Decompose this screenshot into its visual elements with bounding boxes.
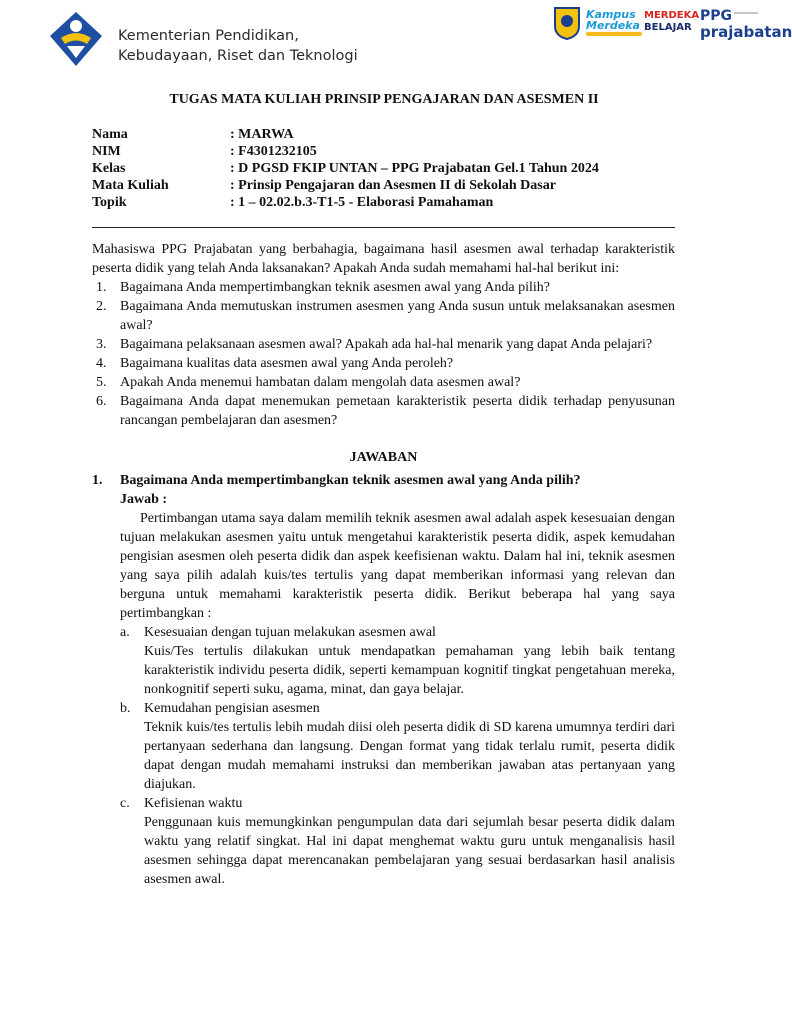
question-list [92, 278, 675, 430]
info-row-mata-kuliah: Mata Kuliah : Prinsip Pengajaran dan Asesmen II di Sekolah Dasar [92, 178, 556, 193]
document-title: TUGAS MATA KULIAH PRINSIP PENGAJARAN DAN ASESMEN II [169, 92, 599, 107]
merdeka-belajar-logo: MERDEKA BELAJAR [644, 10, 700, 33]
point-c-title: c. Kefisienan waktu [120, 796, 243, 811]
program-logos [548, 6, 792, 42]
answer-paragraph: Pertimbangan utama saya dalam memilih teknik asesmen awal adalah aspek kesesuaian dengan tujuan melakukan asesmen yaitu untuk mengetahui karakteristik peserta didik, aspek kemudahan pengisian asesmen oleh peserta didik dan aspek keefisienan waktu. Dalam hal ini, teknik asesmen yang saya pilih adalah kuis/tes tertulis yang dapat memberikan informasi yang relevan dan berguna untuk memahami karakteristik peserta didik. Berikut beberapa hal yang saya pertimbangkan : [120, 511, 675, 621]
list-item: 4. Bagaimana kualitas data asesmen awal yang Anda peroleh? [96, 356, 454, 371]
section-divider [92, 227, 675, 228]
ppg-prajabatan-logo: PPG prajabatan [700, 8, 792, 41]
list-item: 1. Bagaimana Anda mempertimbangkan teknik asesmen awal yang Anda pilih? [96, 280, 550, 295]
point-a-text: Kuis/Tes tertulis dilakukan untuk mendapatkan pemahaman yang lebih baik tentang karakteristik individu peserta didik, seperti kemampuan kognitif tingkat pengetahuan mereka, nonkognitif seperti suku, agama, minat, dan gaya belajar. [144, 644, 675, 697]
university-emblem-icon [551, 6, 583, 40]
point-a-title: a. Kesesuaian dengan tujuan melakukan asesmen awal [120, 625, 436, 640]
student-info [92, 126, 599, 211]
ministry-name: Kementerian Pendidikan, Kebudayaan, Riset dan Teknologi [118, 28, 358, 64]
kampus-merdeka-strip [586, 32, 642, 36]
answer-question-1: 1. Bagaimana Anda mempertimbangkan teknik asesmen awal yang Anda pilih? [92, 473, 581, 488]
info-row-nim: NIM : F4301232105 [92, 144, 317, 159]
list-item: 2. Bagaimana Anda memutuskan instrumen asesmen yang Anda susun untuk melaksanakan asesmen awal? [96, 299, 675, 333]
ppg-logo-bar [734, 12, 758, 14]
jawab-label: Jawab : [120, 492, 168, 507]
kampus-merdeka-logo: Kampus Merdeka [586, 8, 640, 32]
point-b-title: b. Kemudahan pengisian asesmen [120, 701, 320, 716]
intro-paragraph: Mahasiswa PPG Prajabatan yang berbahagia, bagaimana hasil asesmen awal terhadap karakteristik peserta didik yang telah Anda laksanakan? Apakah Anda sudah memahami hal-hal berikut ini: [92, 242, 675, 276]
point-c-text: Penggunaan kuis memungkinkan pengumpulan data dari sejumlah besar peserta didik dalam waktu yang relatif singkat. Hal ini dapat menghemat waktu guru untuk menganalisis hasil asesmen sehingga dapat merencanakan pembelajaran yang sesuai berdasarkan hasil analisis asesmen awal. [144, 815, 675, 887]
info-row-nama: Nama : MARWA [92, 127, 294, 142]
list-item: 5. Apakah Anda menemui hambatan dalam mengolah data asesmen awal? [96, 375, 521, 390]
list-item: 3. Bagaimana pelaksanaan asesmen awal? Apakah ada hal-hal menarik yang dapat Anda pelajari? [96, 337, 653, 352]
info-row-kelas: Kelas : D PGSD FKIP UNTAN – PPG Prajabatan Gel.1 Tahun 2024 [92, 161, 599, 176]
page-header [0, 0, 792, 78]
answer-heading: JAWABAN [349, 450, 418, 465]
info-row-topik: Topik : 1 – 02.02.b.3-T1-5 - Elaborasi Pamahaman [92, 195, 494, 210]
list-item: 6. Bagaimana Anda dapat menemukan pemetaan karakteristik peserta didik terhadap penyusunan rancangan pembelajaran dan asesmen? [96, 394, 675, 428]
document-body [92, 240, 675, 889]
tut-wuri-handayani-logo [47, 10, 105, 68]
point-b-text: Teknik kuis/tes tertulis lebih mudah diisi oleh peserta didik di SD karena umumnya terdiri dari pertanyaan sederhana dan langsung. Dengan format yang tidak terlalu rumit, peserta didik dapat dengan mudah memahami instruksi dan memberikan jawaban atas pertanyaan yang diajukan. [144, 720, 675, 792]
